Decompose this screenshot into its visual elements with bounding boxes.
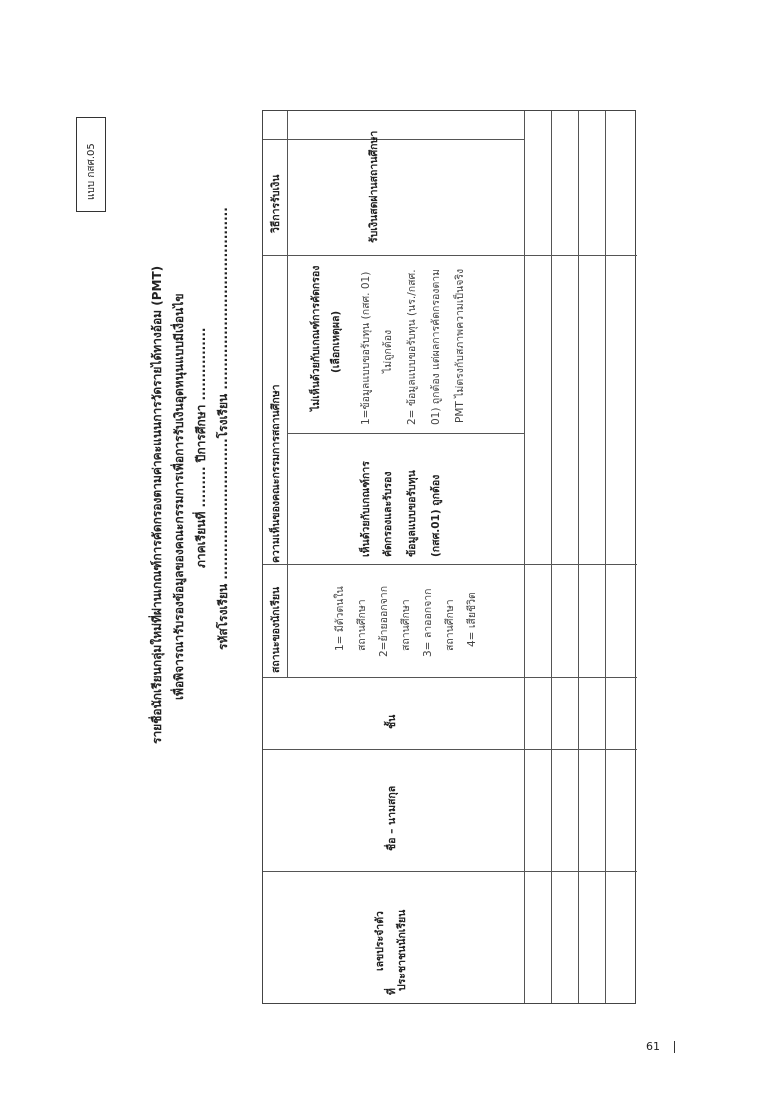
- col-divider: [263, 871, 637, 872]
- school-line: รหัสโรงเรียน ...............................โรงเรียน ........................................: [216, 207, 230, 650]
- disagree-title: ไม่เห็นด้วยกับเกณฑ์การคัดกรอง: [310, 265, 322, 411]
- agree-line: ข้อมูลแบบขอรับทุน: [406, 470, 418, 557]
- title-line-1: รายชื่อนักเรียนกลุ่มใหม่ที่ผ่านเกณฑ์การคัดกรองตามค่าคะแนนการวัดรายได้ทางอ้อม (PMT): [150, 265, 164, 744]
- row-divider: [605, 111, 606, 1003]
- id-header-line2: ประชาชนนักเรียน: [396, 909, 408, 991]
- semester-line: ภาคเรียนที่ ......... ปีการศึกษา ................: [194, 327, 208, 568]
- name-header: ชื่อ – นามสกุล: [386, 785, 398, 851]
- agree-line: คัดกรองและรับรอง: [382, 471, 394, 557]
- committee-header: ความเห็นของคณะกรรมการสถานศึกษา: [270, 384, 282, 563]
- col-divider: [263, 564, 637, 565]
- agree-line: เห็นด้วยกับเกณฑ์การ: [360, 461, 372, 557]
- status-item: สถานศึกษา: [444, 599, 456, 651]
- status-header: สถานะของนักเรียน: [270, 586, 282, 673]
- row-divider: [524, 111, 525, 1003]
- committee-subheader-divider: [287, 111, 288, 677]
- status-item: 2=ย้ายออกจาก: [378, 585, 390, 657]
- agree-line: (กสศ.01) ถูกต้อง: [430, 474, 442, 557]
- status-item: 1= มีตัวตนใน: [334, 586, 346, 651]
- disagree-subtitle: (เลือกเหตุผล): [330, 310, 342, 373]
- disagree-item: 2= ข้อมูลแบบขอรับทุน (นร./กสศ.: [406, 269, 418, 425]
- page-number: 61: [646, 1040, 660, 1053]
- no-header: ที่: [386, 988, 398, 995]
- status-item: 4= เสียชีวิต: [466, 592, 478, 647]
- disagree-item: 1=ข้อมูลแบบขอรับทุน (กสศ. 01): [360, 271, 372, 425]
- disagree-item: PMT ไม่ตรงกับสภาพความเป็นจริง: [454, 268, 466, 423]
- col-divider: [263, 255, 637, 256]
- col-divider: [287, 433, 524, 434]
- form-code: แบบ กสศ.05: [86, 143, 97, 200]
- title-line-2: เพื่อพิจารณารับรองข้อมูลของคณะกรรมการเพื่อการรับเงินอุดหนุนแบบมีเงื่อนไข: [172, 293, 186, 700]
- status-item: สถานศึกษา: [400, 599, 412, 651]
- disagree-item: 01) ถูกต้อง แต่ผลการคัดกรองตาม: [430, 268, 442, 425]
- payment-value: รับเงินสดผ่านสถานศึกษา: [368, 130, 380, 243]
- disagree-item: ไม่ถูกต้อง: [382, 329, 394, 373]
- col-divider: [263, 677, 637, 678]
- status-item: สถานศึกษา: [356, 599, 368, 651]
- col-divider: [263, 749, 637, 750]
- status-item: 3= ลาออกจาก: [422, 588, 434, 657]
- row-divider: [551, 111, 552, 1003]
- page-number-bar: [674, 1041, 675, 1053]
- form-code-box: [76, 117, 106, 212]
- col-divider: [263, 139, 524, 140]
- grade-header: ชั้น: [386, 714, 398, 729]
- student-table: [262, 110, 636, 1004]
- row-divider: [578, 111, 579, 1003]
- id-header-line1: เลขประจำตัว: [374, 911, 386, 971]
- payment-header: วิธีการรับเงิน: [270, 174, 282, 233]
